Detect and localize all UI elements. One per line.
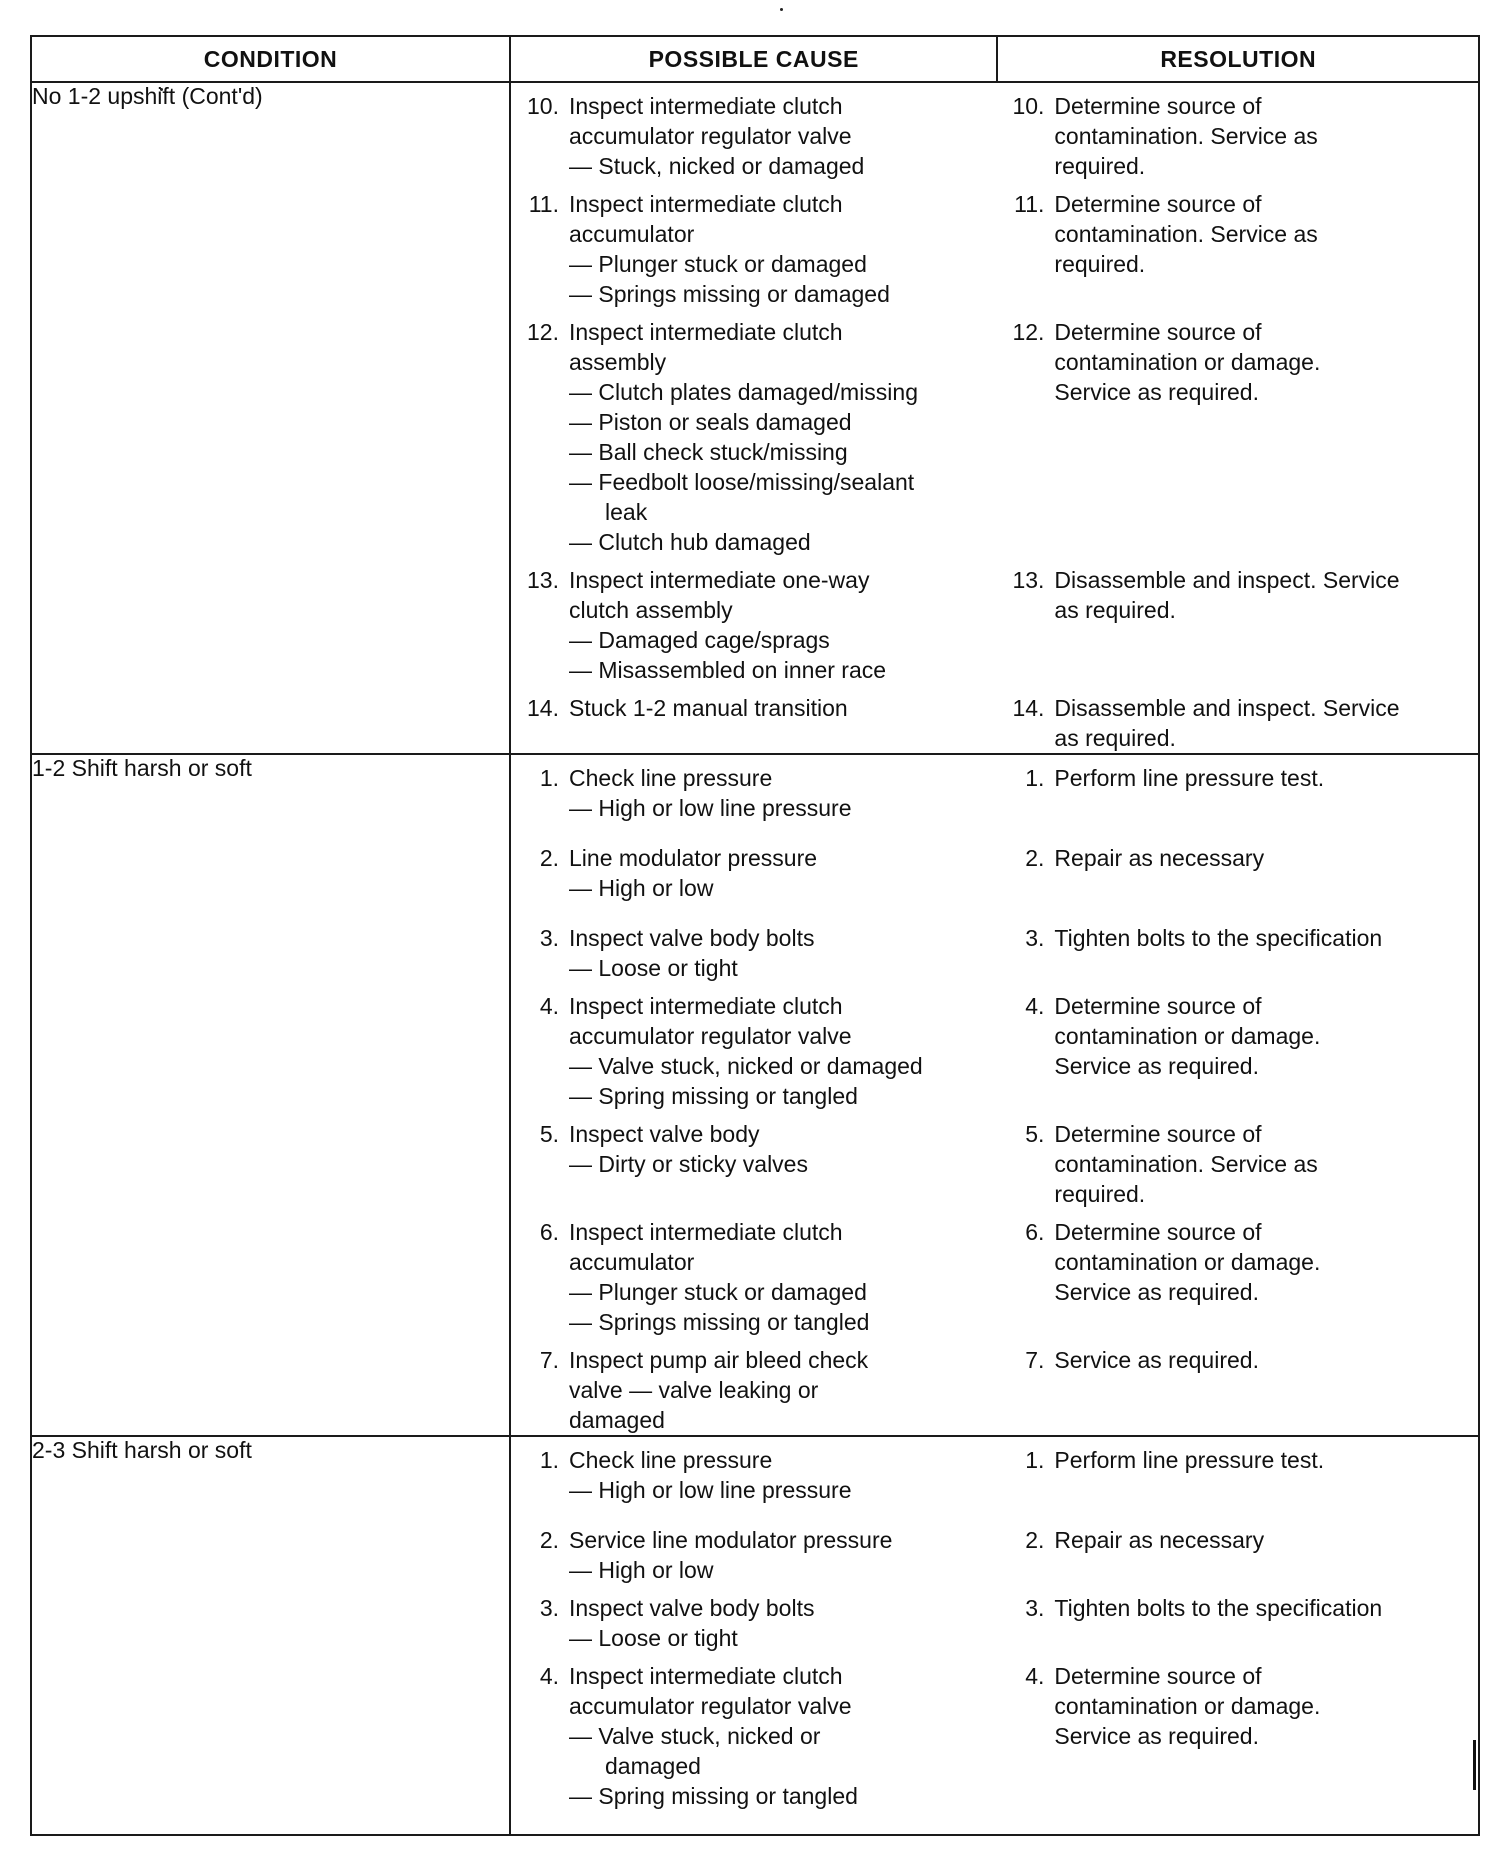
- cause-cell: [511, 83, 996, 181]
- cause-cell: [511, 1337, 996, 1435]
- resolution-cell: [996, 835, 1478, 915]
- cause-item-number: 3.: [539, 1595, 559, 1621]
- cause-item-text: Inspect valve body bolts: [569, 1595, 815, 1621]
- cause-item-text: Inspect intermediate clutch accumulator regulator valve: [569, 93, 852, 149]
- resolution-item-text: Repair as necessary: [1054, 1527, 1265, 1553]
- symptom-line: — Spring missing or tangled: [569, 1083, 858, 1109]
- resolution-item-text: Determine source of contamination or damage. Service as required.: [1054, 319, 1321, 405]
- cause-item-number: 1.: [539, 765, 559, 791]
- condition-cell: No 1-2 upshift (Cont'd): [31, 82, 510, 754]
- cause-item-text: Check line pressure: [569, 1447, 773, 1473]
- cause-item: [517, 763, 988, 823]
- cause-item-text: Inspect intermediate clutch accumulator regulator valve: [569, 993, 852, 1049]
- cause-item-symptoms: [517, 873, 988, 903]
- table-row: [511, 983, 1478, 1111]
- resolution-item-number: 1.: [1025, 1447, 1045, 1473]
- cause-cell: [511, 309, 996, 557]
- condition-cell: 1-2 Shift harsh or soft: [31, 754, 510, 1436]
- cause-cell: [511, 835, 996, 915]
- resolution-item-text: Determine source of contamination. Service as required.: [1054, 93, 1318, 179]
- cause-cell: [511, 1585, 996, 1653]
- cause-item: [517, 693, 988, 723]
- cause-item-text: Inspect valve body: [569, 1121, 760, 1147]
- resolution-item: [1002, 1217, 1472, 1307]
- cause-item-number: 13.: [527, 567, 559, 593]
- cause-item-symptoms: [517, 1721, 988, 1811]
- cause-cell: [511, 557, 996, 685]
- header-row: [31, 36, 1479, 82]
- resolution-item-text: Repair as necessary: [1054, 845, 1265, 871]
- symptom-line: — Damaged cage/sprags: [569, 627, 830, 653]
- resolution-item-text: Determine source of contamination or damage. Service as required.: [1054, 1663, 1321, 1749]
- symptom-line: — Plunger stuck or damaged: [569, 1279, 867, 1305]
- resolution-item: [1002, 1445, 1472, 1475]
- cause-item-number: 2.: [539, 845, 559, 871]
- symptom-line: — Springs missing or damaged: [569, 281, 890, 307]
- cause-cell: [511, 1209, 996, 1337]
- resolution-cell: [996, 557, 1478, 685]
- resolution-cell: [996, 1517, 1478, 1585]
- resolution-item-number: 2.: [1025, 1527, 1045, 1553]
- cause-resolution-cell: [510, 1436, 1479, 1835]
- cause-item: [517, 91, 988, 181]
- resolution-item-text: Disassemble and inspect. Service as required.: [1054, 567, 1400, 623]
- cause-item: [517, 565, 988, 685]
- cause-item-symptoms: [517, 151, 988, 181]
- cause-item-text: Inspect intermediate clutch accumulator: [569, 191, 843, 247]
- table-row: [511, 309, 1478, 557]
- cause-item-number: 2.: [539, 1527, 559, 1553]
- cause-item-number: 4.: [539, 1663, 559, 1689]
- cause-item-symptoms: [517, 953, 988, 983]
- resolution-item-text: Service as required.: [1054, 1347, 1259, 1373]
- resolution-cell: [996, 83, 1478, 181]
- resolution-cell: [996, 1337, 1478, 1435]
- resolution-item-number: 4.: [1025, 1663, 1045, 1689]
- cause-item-symptoms: [517, 625, 988, 685]
- cause-item-text: Inspect pump air bleed check valve — valve leaking or damaged: [569, 1347, 869, 1433]
- table-row: [511, 755, 1478, 835]
- scan-speck: [780, 8, 783, 11]
- symptom-line: — High or low: [569, 1557, 714, 1583]
- resolution-item-number: 14.: [1012, 695, 1045, 721]
- cause-item: [517, 923, 988, 983]
- cause-cell: [511, 915, 996, 983]
- cause-cell: [511, 1653, 996, 1834]
- cause-resolution-cell: [510, 754, 1479, 1436]
- resolution-item-text: Tighten bolts to the specification: [1054, 1595, 1383, 1621]
- cause-item: [517, 189, 988, 309]
- cause-item: [517, 1445, 988, 1505]
- cause-item-number: 10.: [527, 93, 559, 119]
- cause-item-text: Inspect intermediate clutch accumulator regulator valve: [569, 1663, 852, 1719]
- symptom-line: — Valve stuck, nicked or damaged: [569, 1053, 923, 1079]
- resolution-cell: [996, 915, 1478, 983]
- cause-cell: [511, 1437, 996, 1517]
- resolution-item-text: Determine source of contamination or damage. Service as required.: [1054, 1219, 1321, 1305]
- cause-item-number: 3.: [539, 925, 559, 951]
- resolution-item: [1002, 1525, 1472, 1555]
- cause-item-number: 14.: [527, 695, 559, 721]
- resolution-item: [1002, 91, 1472, 181]
- resolution-item: [1002, 991, 1472, 1081]
- cause-item: [517, 843, 988, 903]
- cause-item-symptoms: [517, 249, 988, 309]
- resolution-header: RESOLUTION: [1160, 45, 1317, 72]
- table-row: [511, 685, 1478, 753]
- cause-item-text: Check line pressure: [569, 765, 773, 791]
- cause-item-symptoms: [517, 1555, 988, 1585]
- symptom-line: — Feedbolt loose/missing/sealant leak: [569, 469, 915, 525]
- cause-item-symptoms: [517, 1277, 988, 1337]
- cause-resolution-cell: [510, 82, 1479, 754]
- resolution-item-number: 3.: [1025, 1595, 1045, 1621]
- section-row: [31, 82, 1479, 754]
- table-row: [511, 1209, 1478, 1337]
- symptom-line: — Plunger stuck or damaged: [569, 251, 867, 277]
- cause-cell: [511, 1517, 996, 1585]
- resolution-item-number: 2.: [1025, 845, 1045, 871]
- section-row: [31, 1436, 1479, 1835]
- cause-item-number: 1.: [539, 1447, 559, 1473]
- resolution-cell: [996, 1209, 1478, 1337]
- section-row: [31, 754, 1479, 1436]
- resolution-item: [1002, 317, 1472, 407]
- table-row: [511, 835, 1478, 915]
- resolution-cell: [996, 685, 1478, 753]
- cause-item-text: Inspect intermediate clutch assembly: [569, 319, 843, 375]
- resolution-cell: [996, 1437, 1478, 1517]
- resolution-item-number: 11.: [1014, 191, 1045, 217]
- cause-item-text: Line modulator pressure: [569, 845, 818, 871]
- cause-item: [517, 1593, 988, 1653]
- resolution-item-number: 4.: [1025, 993, 1045, 1019]
- symptom-line: — Piston or seals damaged: [569, 409, 852, 435]
- symptom-line: — Clutch hub damaged: [569, 529, 811, 555]
- symptom-line: — Loose or tight: [569, 955, 738, 981]
- table-row: [511, 557, 1478, 685]
- resolution-item: [1002, 1593, 1472, 1623]
- cause-item-symptoms: [517, 1623, 988, 1653]
- cause-cell: [511, 685, 996, 753]
- resolution-item-text: Tighten bolts to the specification: [1054, 925, 1383, 951]
- resolution-item-text: Perform line pressure test.: [1054, 765, 1325, 791]
- resolution-item: [1002, 1345, 1472, 1375]
- table-row: [511, 915, 1478, 983]
- cause-item: [517, 1525, 988, 1585]
- resolution-item: [1002, 923, 1472, 953]
- resolution-item-number: 7.: [1025, 1347, 1045, 1373]
- resolution-cell: [996, 755, 1478, 835]
- symptom-line: — Misassembled on inner race: [569, 657, 887, 683]
- resolution-item: [1002, 189, 1472, 279]
- table-row: [511, 1653, 1478, 1834]
- resolution-item-number: 1.: [1025, 765, 1045, 791]
- resolution-item-text: Determine source of contamination. Service as required.: [1054, 191, 1318, 277]
- condition-cell: 2-3 Shift harsh or soft: [31, 1436, 510, 1835]
- resolution-cell: [996, 1111, 1478, 1209]
- resolution-item: [1002, 693, 1472, 753]
- symptom-line: — Valve stuck, nicked or damaged: [569, 1723, 821, 1779]
- symptom-line: — Springs missing or tangled: [569, 1309, 870, 1335]
- resolution-item-number: 5.: [1025, 1121, 1045, 1147]
- cause-resolution-headers: [510, 36, 1479, 82]
- cause-item-symptoms: [517, 1149, 988, 1179]
- table-row: [511, 1437, 1478, 1517]
- symptom-line: — Loose or tight: [569, 1625, 738, 1651]
- symptom-line: — Spring missing or tangled: [569, 1783, 858, 1809]
- table-body: [31, 82, 1479, 1835]
- cause-item: [517, 1661, 988, 1811]
- resolution-item: [1002, 565, 1472, 625]
- resolution-cell: [996, 1585, 1478, 1653]
- symptom-line: — Dirty or sticky valves: [569, 1151, 808, 1177]
- cause-item-symptoms: [517, 377, 988, 557]
- cause-header: POSSIBLE CAUSE: [511, 37, 997, 81]
- cause-item: [517, 1119, 988, 1179]
- symptom-line: — Ball check stuck/missing: [569, 439, 848, 465]
- table-row: [511, 181, 1478, 309]
- cause-item: [517, 991, 988, 1111]
- cause-item-text: Inspect intermediate one-way clutch assembly: [569, 567, 870, 623]
- resolution-cell: [996, 181, 1478, 309]
- condition-header: CONDITION: [31, 36, 510, 82]
- cause-cell: [511, 983, 996, 1111]
- resolution-item-number: 13.: [1012, 567, 1045, 593]
- cause-item-number: 12.: [527, 319, 559, 345]
- resolution-item: [1002, 843, 1472, 873]
- resolution-item-text: Disassemble and inspect. Service as required.: [1054, 695, 1400, 751]
- resolution-cell: [996, 1653, 1478, 1834]
- resolution-item: [1002, 1661, 1472, 1751]
- resolution-item: [1002, 1119, 1472, 1209]
- diagnosis-table: [30, 35, 1480, 1836]
- table-row: [511, 83, 1478, 181]
- cause-item-text: Inspect valve body bolts: [569, 925, 815, 951]
- symptom-line: — Clutch plates damaged/missing: [569, 379, 918, 405]
- cause-item-text: Service line modulator pressure: [569, 1527, 893, 1553]
- resolution-cell: [996, 309, 1478, 557]
- cause-item-number: 7.: [539, 1347, 559, 1373]
- cause-item-number: 6.: [539, 1219, 559, 1245]
- table-row: [511, 1517, 1478, 1585]
- resolution-item-number: 12.: [1012, 319, 1045, 345]
- resolution-item-text: Determine source of contamination. Service as required.: [1054, 1121, 1318, 1207]
- symptom-line: — High or low line pressure: [569, 1477, 852, 1503]
- cause-cell: [511, 755, 996, 835]
- cause-item: [517, 1217, 988, 1337]
- cause-item-symptoms: [517, 793, 988, 823]
- resolution-cell: [996, 983, 1478, 1111]
- cause-cell: [511, 181, 996, 309]
- symptom-line: — High or low: [569, 875, 714, 901]
- resolution-item-text: Perform line pressure test.: [1054, 1447, 1325, 1473]
- table-row: [511, 1337, 1478, 1435]
- cause-item-number: 4.: [539, 993, 559, 1019]
- cause-item-symptoms: [517, 1051, 988, 1111]
- resolution-item: [1002, 763, 1472, 793]
- cause-item-number: 5.: [539, 1121, 559, 1147]
- cause-item: [517, 1345, 988, 1435]
- cause-cell: [511, 1111, 996, 1209]
- cause-item-text: Stuck 1-2 manual transition: [569, 695, 848, 721]
- cause-item: [517, 317, 988, 557]
- resolution-item-number: 10.: [1012, 93, 1045, 119]
- cause-item-text: Inspect intermediate clutch accumulator: [569, 1219, 843, 1275]
- resolution-item-number: 6.: [1025, 1219, 1045, 1245]
- cause-item-number: 11.: [528, 191, 559, 217]
- table-row: [511, 1111, 1478, 1209]
- symptom-line: — High or low line pressure: [569, 795, 852, 821]
- cause-item-symptoms: [517, 1475, 988, 1505]
- symptom-line: — Stuck, nicked or damaged: [569, 153, 865, 179]
- resolution-item-text: Determine source of contamination or damage. Service as required.: [1054, 993, 1321, 1079]
- table-row: [511, 1585, 1478, 1653]
- resolution-item-number: 3.: [1025, 925, 1045, 951]
